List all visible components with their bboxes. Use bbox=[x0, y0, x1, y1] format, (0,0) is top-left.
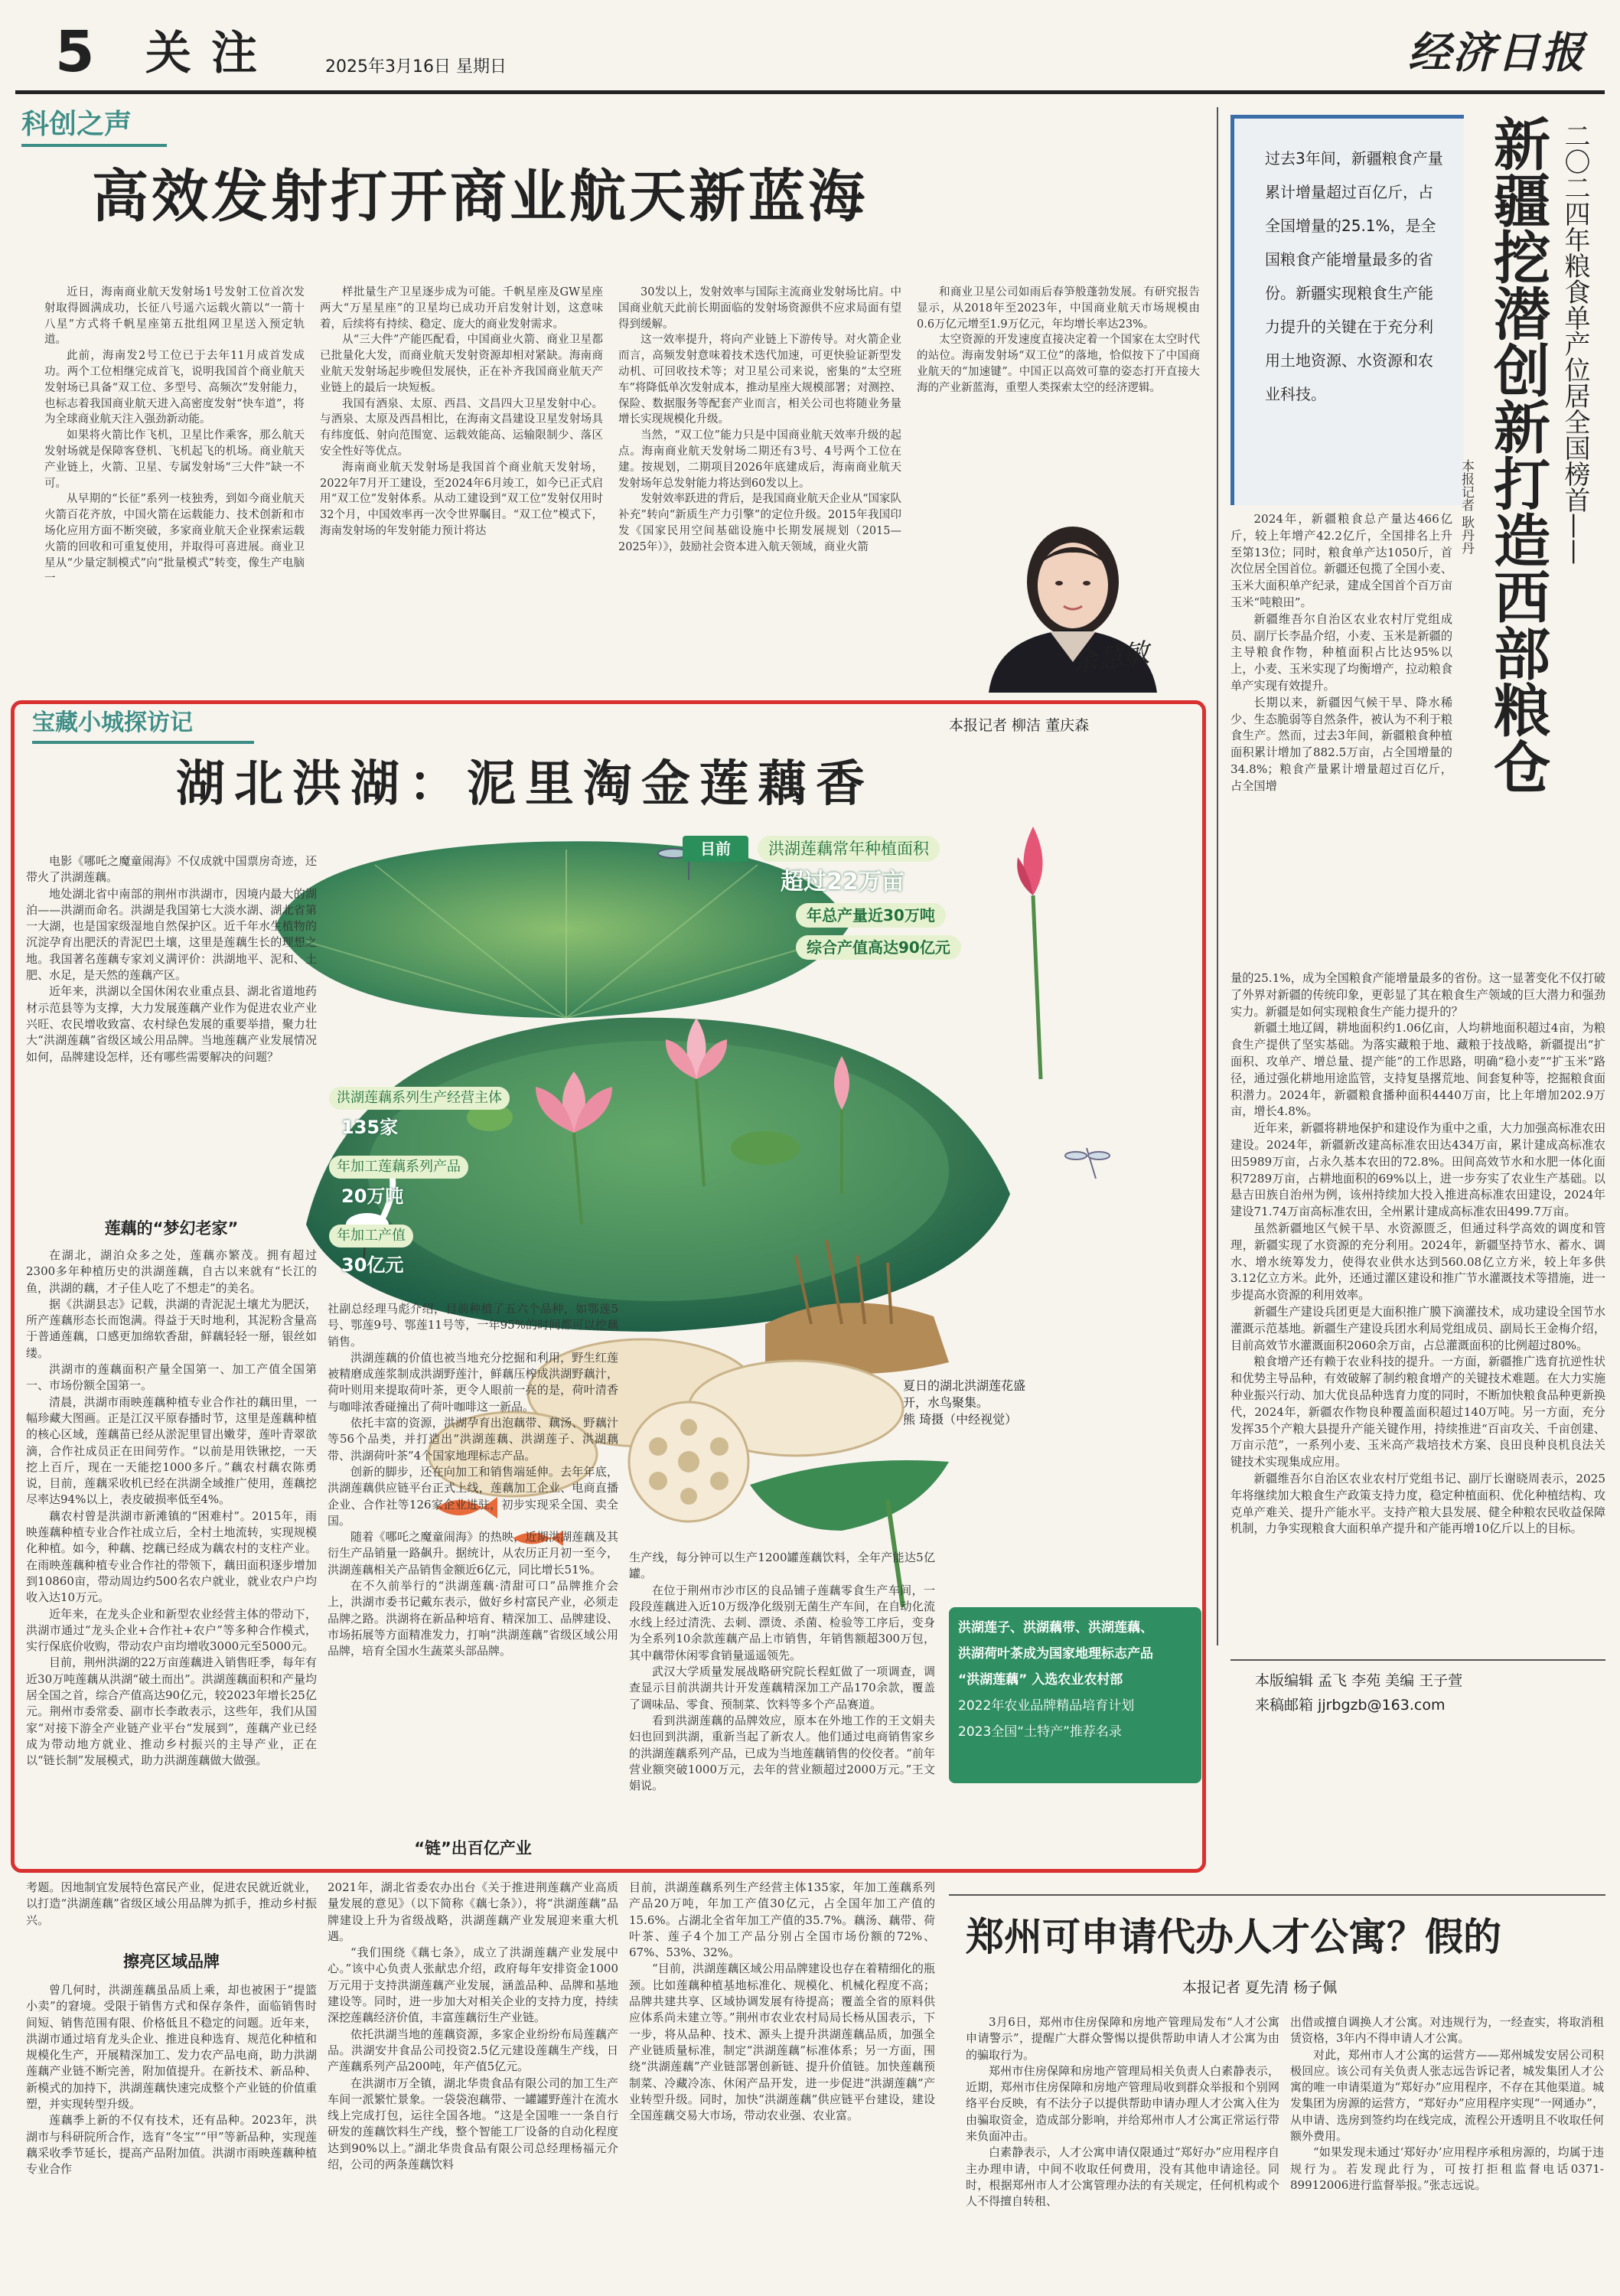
info-left-label-3: 年加工产值 bbox=[329, 1225, 413, 1247]
info-box-top bbox=[673, 827, 1087, 987]
honghu-col-2-ext: 2021年，湖北省委农办出台《关于推进荆莲藕产业高质量发展的意见》（以下简称《藕七条》），将“洪湖莲藕”品牌建设上升为省级战略，洪湖莲藕产业发展迎来重大机遇。 “我们围绕《藕七条》，成立了洪湖莲藕产业发展中心。”该中心负责人张献忠介绍，政府每年安排资金1000万元用于支持洪湖莲藕产业发展，涵盖品种、品牌和基地建设等。同时，进一步加大对相关企业的支持力度，持续深挖莲藕经济价值，丰富莲藕衍生产业链。 依托洪湖当地的莲藕资源，多家企业纷纷布局莲藕产品。洪湖安井食品公司投资2.5亿元建设莲藕生产线，日产莲藕系列产品200吨，年产值5亿元。 在洪湖市万全镇，湖北华贵食品有限公司的加工生产车间一派繁忙景象。一袋袋泡藕带、一罐罐野莲汁在流水线上完成打包，运往全国各地。“这是全国唯一一条自行研发的莲藕饮料生产线，整个智能工厂设备的自动化程度达到90%以上。”湖北华贵食品有限公司总经理杨福元介绍，公司的两条莲藕饮料 bbox=[328, 1880, 618, 2172]
editor-email: 来稿邮箱 jjrbgzb@163.com bbox=[1255, 1697, 1446, 1714]
honghu-col-3-ext: 目前，洪湖莲藕系列生产经营主体135家，年加工莲藕系列产品20万吨，年加工产值30亿元，占全国年加工产值的15.6%。占湖北全省年加工产值的35.7%。藕汤、藕带、荷叶茶、莲子4个加工产品分别占全国市场份额的72%、67%、53%、32%。 “目前，洪湖莲藕区域公用品牌建设也存在着精细化的瓶颈。比如莲藕种植基地标准化、规模化、机械化程度不高；品牌共建共享、区域协调发展有待提高；覆盖全省的原料供应体系尚未建立等。”荆州市农业农村局局长杨从国表示，下一步，将从品种、技术、源头上提升洪湖莲藕品质，加强全产业链质量标准，制定“洪湖莲藕”标准体系；另一方面，围绕“洪湖莲藕”产业链部署创新链、提升价值链。加快莲藕预制菜、冷藏冷冻、休闲产品开发，进一步促进“洪湖莲藕”产业转型升级。同时，加快“洪湖莲藕”供应链平台建设，建设全国莲藕交易大市场，带动农业强、农业富。 bbox=[629, 1880, 935, 2123]
zhengzhou-title: 郑州可申请代办人才公寓？假的 bbox=[966, 1915, 1501, 1959]
info-bottom-l5: 2023全国“土特产”推荐名录 bbox=[958, 1724, 1122, 1740]
column-tag-underline bbox=[21, 144, 167, 147]
xinjiang-summary-box bbox=[1230, 115, 1464, 505]
photo-caption bbox=[903, 1378, 1133, 1428]
masthead-logo: 经济日报 bbox=[1408, 28, 1586, 78]
top-article-col-4: 和商业卫星公司如雨后春笋般蓬勃发展。有研究报告显示，从2018年至2023年，中国商业航天市场规模由0.6万亿元增至1.9万亿元，年均增长率达23%。 太空资源的开发速度直接决定着一个国家在太空时代的站位。海南发射场“双工位”的落地，恰似按下了中国商业航天的“加速键”。中国正以高效可靠的姿态打开直接大海的产业新蓝海，重塑人类探索太空的经济逻辑。 bbox=[917, 286, 1200, 394]
zhengzhou-col-b: 出借或擅自调换人才公寓。对违规行为，一经查实，将取消租赁资格，3年内不得申请人才公寓。 对此，郑州市人才公寓的运营方——郑州城发安居公司积极回应。该公司有关负责人张志远告诉记者，城发集团人才公寓的唯一申请渠道为“郑好办”应用程序，不存在其他渠道。城发集团为房源的运营方，“郑好办”应用程序实现“一网通办”，从申请、选房到签约均在线完成，流程公开透明且不收取任何额外费用。 “如果发现未通过‘郑好办’应用程序承租房源的，均属于违规行为。若发现此行为，可按打拒租监督电话0371-89912006进行监督举报。”张志远说。 bbox=[1290, 2015, 1604, 2192]
editor-rule bbox=[1230, 1659, 1605, 1661]
header-rule bbox=[15, 90, 1605, 94]
issue-date: 2025年3月16日 星期日 bbox=[325, 57, 507, 77]
honghu-col-2: 社副总经理马彪介绍，目前种植了五六个品种，如鄂莲5号、鄂莲9号、鄂莲11号等，一年95%的时间都可以挖藕销售。 洪湖莲藕的价值也被当地充分挖掘和利用，野生红莲被精磨成莲浆制成洪湖野莲汁，鲜藕压榨成洪湖野藕汁，荷叶则用来提取荷叶茶，更令人眼前一亮的是，荷叶清香与咖啡浓香碰撞出了荷叶咖啡这一新品。 依托丰富的资源，洪湖孕育出泡藕带、藕汤、野藕汁等56个品类，并打造出“洪湖莲藕、洪湖莲子、洪湖藕带、洪湖荷叶茶”4个国家地理标志产品。 创新的脚步，还在向加工和销售端延伸。去年年底，洪湖莲藕供应链平台正式上线，莲藕加工企业、电商直播企业、合作社等126家企业进驻，初步实现采全国、卖全国。 随着《哪吒之魔童闹海》的热映，近期洪湖莲藕及其衍生产品销量一路飙升。据统计，从农历正月初一至今，洪湖莲藕相关产品销售金额近6亿元，同比增长51%。 在不久前举行的“洪湖莲藕·清甜可口”品牌推介会上，洪湖市委书记戴东表示，做好乡村富民产业，必须走品牌之路。洪湖将在新品种培育、精深加工、品牌建设、市场拓展等方面精准发力，打响“洪湖莲藕”省级区域公用品牌，培育全国水生蔬菜头部品牌。 bbox=[328, 1302, 618, 1658]
info-box-bottom bbox=[949, 1607, 1201, 1783]
honghu-col-1-ext: 考题。因地制宜发展特色富民产业，促进农民就近就业，以打造“洪湖莲藕”省级区域公用品牌为抓手，推动乡村振兴。 bbox=[26, 1880, 317, 1927]
page-number: 5 bbox=[55, 19, 95, 85]
top-article-title: 高效发射打开商业航天新蓝海 bbox=[92, 164, 868, 230]
info-left-label-1: 洪湖莲藕系列生产经营主体 bbox=[329, 1087, 510, 1110]
section-heading-3: 擦亮区域品牌 bbox=[123, 1952, 220, 1971]
section-heading-2: “链”出百亿产业 bbox=[414, 1839, 532, 1857]
info-top-l4: 综合产值高达90亿元 bbox=[796, 935, 961, 960]
info-box-left bbox=[329, 1087, 559, 1293]
zhengzhou-top-rule bbox=[949, 1894, 1605, 1896]
column-tag-baozang-underline bbox=[32, 741, 254, 744]
info-left-value-2: 20万吨 bbox=[341, 1186, 404, 1207]
author-signature: 余慧敏 bbox=[1069, 638, 1152, 679]
top-article-col-1: 近日，海南商业航天发射场1号发射工位首次发射取得圆满成功，长征八号遥六运载火箭以“一箭十八星”方式将千帆星座第五批组网卫星送入预定轨道。 此前，海南发2号工位已于去年11月成首发成功。两个工位相继完成首飞，说明我国首个商业航天发射场已具备“双工位、多型号、高频次”发射能力，也标志着我国商业航天进入高密度发射“快车道”，将为全球商业航天注入强劲新动能。 如果将火箭比作飞机，卫星比作乘客，那么航天发射场就是保障客登机、飞机起飞的机场。商业航天产业链上，火箭、卫星、专属发射场“三大件”缺一不可。 从早期的“长征”系列一枝独秀，到如今商业航天火箭百花齐放，中国火箭在运载能力、技术创新和市场化应用方面不断突破，多家商业航天企业探索运载火箭的回收和可重复使用，并取得可喜进展。商业卫星从“少量定制模式”向“批量模式”转变，像生产电脑一 bbox=[44, 286, 305, 585]
xinjiang-summary-text: 过去3年间，新疆粮食产量累计增量超过百亿斤，占全国增量的25.1%，是全国粮食产能增量最多的省份。新疆实现粮食生产能力提升的关键在于充分利用土地资源、水资源和农业科技。 bbox=[1265, 149, 1443, 403]
zhengzhou-col-a: 3月6日，郑州市住房保障和房地产管理局发布“人才公寓申请警示”，提醒广大群众警惕以提供帮助申请人才公寓为由的骗取行为。 郑州市住房保障和房地产管理局相关负责人白素静表示，近期，郑州市住房保障和房地产管理局收到群众举报和个别网络平台反映，有不法分子以提供帮助申请办理人才公寓入住为由骗取资金，造成部分影响，并给郑州市人才公寓正常运行带来负面冲击。 白素静表示，人才公寓申请仅限通过“郑好办”应用程序自主办理申请，中间不收取任何费用，没有其他申请途径。同时，根据郑州市人才公寓管理办法的有关规定，任何机构或个人不得擅自转租、 bbox=[966, 2015, 1279, 2209]
section-heading-1: 莲藕的“梦幻老家” bbox=[104, 1219, 239, 1238]
info-bottom-l2: 洪湖荷叶茶成为国家地理标志产品 bbox=[958, 1646, 1153, 1662]
honghu-title: 湖北洪湖：泥里淘金莲藕香 bbox=[176, 755, 874, 813]
section-name: 关注 bbox=[145, 27, 277, 80]
caption-line-1: 夏日的湖北洪湖莲花盛 bbox=[903, 1378, 1026, 1393]
xinjiang-col-a: 2024年，新疆粮食总产量达466亿斤，较上年增产42.2亿斤，全国排名上升至第13位；同时，粮食单产达1050斤，首次位居全国首位。新疆还包揽了全国小麦、玉米大面积单产纪录，建成全国首个百万亩玉米“吨粮田”。 新疆维吾尔自治区农业农村厅党组成员、副厅长李晶介绍，小麦、玉米是新疆的主导粮食作物，种植面积占比达95%以上，小麦、玉米实现了均衡增产，拉动粮食单产实现有效提升。 长期以来，新疆因气候干旱、降水稀少、生态脆弱等自然条件，被认为不利于粮食生产。然而，过去3年间，新疆粮食种植面积累计增加了882.5万亩，占全国增量的34.8%；粮食产量累计增量超过百亿斤，占全国增 bbox=[1230, 512, 1452, 793]
zhengzhou-byline: 本报记者 夏先清 杨子佩 bbox=[1182, 1979, 1338, 1996]
honghu-col-1-ext2: 曾几何时，洪湖莲藕虽品质上乘，却也被困于“提篮小卖”的窘境。受限于销售方式和保存条件，面临销售时间短、销售范围有限、价格低且不稳定的问题。近年来，洪湖市通过培育龙头企业、推进良种选育、规范化种植和规模化生产，开展精深加工、发力农产品电商，助力洪湖莲藕产业链不断完善，附加值提升。在新技术、新品种、新模式的加持下，洪湖莲藕快速完成整个产业链的价值重塑，并实现转型升级。 莲藕季上新的不仅有技术，还有品种。2023年，洪湖市与科研院所合作，选育“冬宝”“甲”等新品种，实现莲藕采收季节延长，提高产品附加值。洪湖市雨映莲藕种植专业合作 bbox=[26, 1983, 317, 2177]
xinjiang-deck: 二〇二四年粮食单产位居全国榜首—— bbox=[1560, 122, 1590, 565]
info-top-l2: 超过22万亩 bbox=[781, 869, 905, 895]
info-bottom-l4: 2022年农业品牌精品培育计划 bbox=[958, 1698, 1135, 1714]
right-column-divider bbox=[1217, 107, 1218, 1645]
editor-line: 本版编辑 孟飞 李苑 美编 王子萱 bbox=[1255, 1672, 1463, 1689]
caption-line-2: 开，水鸟聚集。 bbox=[903, 1395, 989, 1410]
honghu-col-1-bottom: 在湖北，湖泊众多之处，莲藕亦繁茂。拥有超过2300多年种植历史的洪湖莲藕，自古以来就有“长江的鱼，洪湖的藕，才子佳人吃了不想走”的美名。 据《洪湖县志》记载，洪湖的青泥泥土壤尤为肥沃，所产莲藕形态长而饱满。得益于天时地利，其泥粉含量高于普通莲藕，口感更加绵软香甜，鲜藕轻轻一掰，银丝如缕。 洪湖市的莲藕面积产量全国第一、加工产值全国第一、市场份额全国第一。 清晨，洪湖市雨映莲藕种植专业合作社的藕田里，一幅珍藏大图画。正是江汉平原春播时节，这里是莲藕种植的核心区域，莲藕苗已经从淤泥里冒出嫩芽，莲叶青翠欲滴，合作社成员正在田间劳作。“以前是用铁锹挖，一天挖上百斤，现在一天能挖1000多斤。”藕农村藕农陈勇说，目前，莲藕采收机已经在洪湖全域推广使用，莲藕挖尽率达94%以上，表皮破损率低至4%。 藕农村曾是洪湖市新滩镇的“困难村”。2015年，雨映莲藕种植专业合作社成立后，全村土地流转，实现规模化种植。如今，种藕、挖藕已经成为藕农村的支柱产业。在雨映莲藕种植专业合作社的带领下，藕田面积逐步增加到10860亩，带动周边约500名农户就业，就业农户户均收入达10万元。 近年来，在龙头企业和新型农业经营主体的带动下，洪湖市通过“龙头企业+合作社+农户”等多种合作模式，实行保底价收购，带动农户亩均增收3000元至5000元。 目前，荆州洪湖的22万亩莲藕进入销售旺季，每年有近30万吨莲藕从洪湖“破土而出”。洪湖莲藕面积和产量均居全国之首，综合产值高达90亿元，较2023年增长25亿元。荆州市委常委、副市长李敢表示，这些年，我们从国家“对接下游全产业链产业平台“发展到”，莲藕产业已经成为带动地方就业、推动乡村振兴的主导产业，正在以“链长制”发展模式，助力洪湖莲藕做大做强。 bbox=[26, 1248, 317, 1768]
xinjiang-col-b: 量的25.1%，成为全国粮食产能增量最多的省份。这一显著变化不仅打破了外界对新疆的传统印象，更彰显了其在粮食生产领域的巨大潜力和强劲实力。新疆是如何实现粮食生产能力提升的？ 新疆土地辽阔，耕地面积约1.06亿亩，人均耕地面积超过4亩，为粮食生产提供了坚实基础。为落实藏粮于地、藏粮于技战略，新疆提出“扩面积、攻单产、增总量、提产能”的工作思路，明确“稳小麦”“扩玉米”路径，通过强化耕地用途监管，支持复垦撂荒地、间套复种等，挖掘粮食面积潜力。2024年，新疆粮食播种面积4440万亩，比上年增加202.9万亩，增长4.8%。 近年来，新疆将耕地保护和建设作为重中之重，大力加强高标准农田建设。2024年，新疆新改建高标准农田达434万亩，累计建成高标准农田5989万亩，占永久基本农田的72.8%。田间高效节水和水肥一体化面积7289万亩，占耕地面积的69%以上，进一步夯实了农业生产基础。以悬吉田族自治州为例，该州持续加大投入推进高标准农田建设，2024年建设71.74万亩高标准农田，全州累计建成高标准农田499.7万亩。 虽然新疆地区气候干旱、水资源匮乏，但通过科学高效的调度和管理，新疆实现了水资源的充分利用。2024年，新疆坚持节水、蓄水、调水、增水统筹发力，使得农业供水达到560.08亿立方米，较上年多供3.12亿立方米。此外，还通过灌区建设和推广节水灌溉技术等措施，进一步提高水资源的利用效率。 新疆生产建设兵团更是大面积推广膜下滴灌技术，成功建设全国节水灌溉示范基地。新疆生产建设兵团水利局党组成员、副局长王金梅介绍，目前高效节水灌溉面积2060余万亩，占总灌溉面积的比例超过80%。 粮食增产还有赖于农业科技的提升。一方面，新疆推广选育抗逆性状和优势主导品种，有效破解了制约粮食增产的关键技术难题。在大力实施种业振兴行动、加大优良品种选育力度的同时，不断加快粮食品种更新换代，2024年，新疆农作物良种覆盖面积超过140万吨。另一方面，充分发挥35个产粮大县提升产能关键作用，持续推进“百亩攻关、千亩创建、万亩示范”，一系列小麦、玉米高产栽培技术方案、良田良种良机良法关键技术实现集成应用。 新疆维吾尔自治区农业农村厅党组书记、副厅长谢晓周表示，2025年将继续加大粮食生产政策支持力度，稳定种植面积、优化种植结构、攻克单产难关、提升产能水平。支持产粮大县发展、健全种粮农民收益保障机制，力争实现粮食大面积单产提升和产能再增10亿斤以上的目标。 bbox=[1230, 971, 1605, 1536]
honghu-byline: 本报记者 柳洁 董庆森 bbox=[949, 717, 1090, 734]
info-left-value-3: 30亿元 bbox=[341, 1254, 404, 1276]
info-bottom-l3: “洪湖莲藕” 入选农业农村部 bbox=[958, 1672, 1123, 1688]
info-top-l1: 洪湖莲藕常年种植面积 bbox=[758, 836, 940, 862]
top-article-col-3: 30发以上，发射效率与国际主流商业发射场比肩。中国商业航天此前长期面临的发射场资源供不应求局面有望得到缓解。 这一效率提升，将向产业链上下游传导。对火箭企业而言，高频发射意味着技术迭代加速，可更快验证新型发动机、可回收技术等；对卫星公司来说，密集的“太空班车”将降低单次发射成本，推动星座大规模部署；对测控、保险、数据服务等配套产业而言，相关公司也将随业务量增长实现规模化升级。 当然，“双工位”能力只是中国商业航天效率升级的起点。海南商业航天发射场二期还有3号、4号两个工位在建。按规划，二期项目2026年底建成后，海南商业航天发射场年总发射能力将达到60发以上。 发射效率跃进的背后，是我国商业航天企业从“国家队补充”转向“新质生产力引擎”的定位升级。2015年我国印发《国家民用空间基础设施中长期发展规划（2015—2025年）》，鼓励社会资本进入航天领域，商业火箭 bbox=[618, 286, 901, 553]
info-left-label-2: 年加工莲藕系列产品 bbox=[329, 1156, 468, 1179]
column-tag-baozang: 宝藏小城探访记 bbox=[32, 709, 193, 736]
top-article-col-2: 样批量生产卫星逐步成为可能。千帆星座及GW星座两大“万星星座”的卫星均已成功开启发射计划，这意味着，后续将有持续、稳定、庞大的商业发射需求。 从“三大件”产能匹配看，中国商业火箭、商业卫星都已批量化大发，而商业航天发射资源却相对紧缺。海南商业航天发射场起步晚但发展快，正在补齐我国商业航天产业链上的最后一块短板。 我国有酒泉、太原、西昌、文昌四大卫星发射中心。与酒泉、太原及西昌相比，在海南文昌建设卫星发射场具有纬度低、射向范围宽、运载效能高、运输限制少、落区安全性好等优点。 海南商业航天发射场是我国首个商业航天发射场，2022年7月开工建设，至2024年6月竣工，如今已正式启用“双工位”发射体系。从动工建设到“双工位”发射仅用时32个月，中国效率再一次令世界瞩目。“双工位”模式下，海南发射场的年发射能力预计将达 bbox=[320, 286, 603, 537]
info-badge: 目前 bbox=[683, 836, 748, 862]
info-top-l3: 年总产量近30万吨 bbox=[796, 903, 946, 928]
caption-credit: 熊 琦摄（中经视觉） bbox=[903, 1412, 1018, 1427]
xinjiang-headline: 新疆挖潜创新打造西部粮仓 bbox=[1485, 115, 1550, 794]
xinjiang-byline: 本报记者 耿丹丹 bbox=[1459, 459, 1474, 555]
info-left-value-1: 135家 bbox=[341, 1117, 399, 1138]
honghu-col-3: 生产线，每分钟可以生产1200罐莲藕饮料，全年产能达5亿罐。 在位于荆州市沙市区的良品铺子莲藕零食生产车间，一段段莲藕进入近10万级净化级别无菌生产车间，在自动化流水线上经过清洗、去刺、漂烫、杀菌、检验等工序后，变身为全系列10余款莲藕产品上市销售，年销售额超300万包，其中藕带休闲零食销量遥遥领先。 武汉大学质量发展战略研究院长程虹做了一项调查，调查显示目前洪湖共计开发莲藕精深加工产品170余款，覆盖了调味品、零食、预制菜、饮料等多个产品赛道。 看到洪湖莲藕的品牌效应，原本在外地工作的王文娟夫妇也回到洪湖，重新当起了新农人。他们通过电商销售家乡的洪湖莲藕系列产品，已成为当地莲藕销售的佼佼者。“前年营业额突破1000万元，去年的营业额超过2000万元。”王文娟说。 bbox=[629, 1551, 935, 1793]
honghu-col-1-top: 电影《哪吒之魔童闹海》不仅成就中国票房奇迹，还带火了洪湖莲藕。 地处湖北省中南部的荆州市洪湖市，因境内最大的湖泊——洪湖而命名。洪湖是我国第七大淡水湖、湖北省第一大湖，也是国家级湿地自然保护区。近千年水生植物的沉淀孕育出肥沃的青泥巴土壤，这里是莲藕生长的理想之地。我国著名莲藕专家刘义满评价：洪湖地平、泥和、土肥、水足，是天然的莲藕产区。 近年来，洪湖以全国休闲农业重点县、湖北省道地药材示范县等为支撑，大力发展莲藕产业作为促进农业产业兴旺、农民增收致富、农村绿色发展的重要举措，聚力壮大“洪湖莲藕”省级区域公用品牌。当地莲藕产业发展情况如何，品牌建设怎样，还有哪些需要解决的问题？ bbox=[26, 854, 317, 1064]
info-bottom-l1: 洪湖莲子、洪湖藕带、洪湖莲藕、 bbox=[958, 1620, 1153, 1636]
column-tag-kechuang: 科创之声 bbox=[21, 108, 132, 140]
